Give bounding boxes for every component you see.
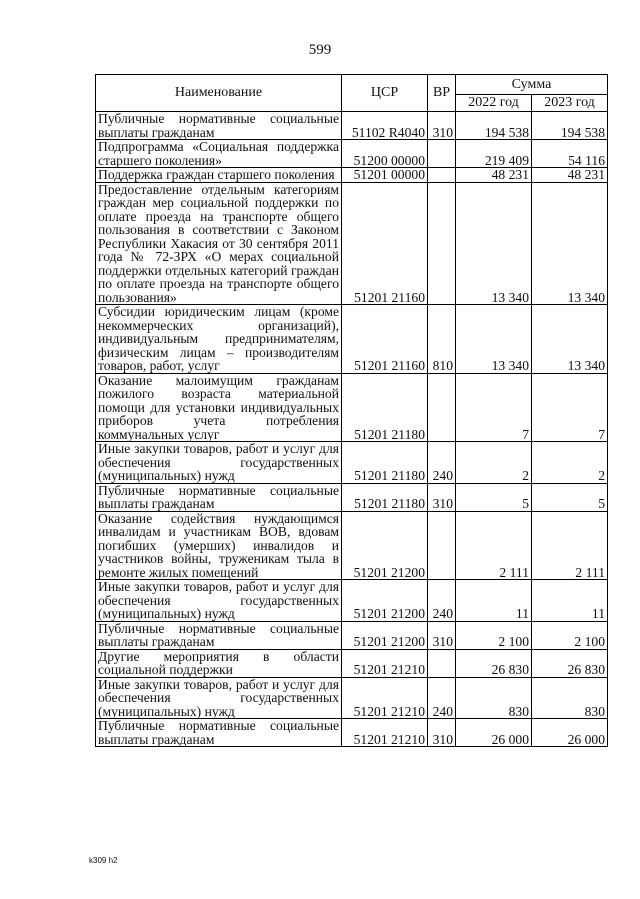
row-csr: 51201 21200	[342, 580, 428, 622]
row-csr: 51201 21200	[342, 621, 428, 649]
row-amount-2022: 5	[456, 483, 532, 511]
table-row	[96, 168, 608, 183]
row-name: Публичные нормативные социальные выплаты гражданам	[96, 112, 342, 140]
table-body	[96, 112, 608, 747]
row-amount-2022: 2 111	[456, 511, 532, 580]
table-row	[96, 621, 608, 649]
row-vr	[428, 182, 456, 305]
table-row	[96, 182, 608, 305]
header-sum: Сумма	[456, 75, 608, 95]
row-csr: 51201 21210	[342, 649, 428, 677]
row-name: Иные закупки товаров, работ и услуг для обеспечения государственных (муниципальных) нужд	[96, 442, 342, 484]
row-amount-2023: 2 100	[532, 621, 608, 649]
row-amount-2022: 219 409	[456, 140, 532, 168]
row-amount-2023: 5	[532, 483, 608, 511]
row-vr: 310	[428, 621, 456, 649]
row-csr: 51201 21160	[342, 182, 428, 305]
footer-code: k309 h2	[89, 856, 118, 865]
row-amount-2023: 13 340	[532, 305, 608, 374]
table-row	[96, 677, 608, 719]
row-amount-2022: 26 830	[456, 649, 532, 677]
row-csr: 51201 21180	[342, 442, 428, 484]
table-row	[96, 373, 608, 442]
table-row	[96, 719, 608, 747]
row-name: Подпрограмма «Социальная поддержка старшего поколения»	[96, 140, 342, 168]
row-csr: 51201 21160	[342, 305, 428, 374]
row-csr: 51201 21210	[342, 719, 428, 747]
row-csr: 51201 21180	[342, 373, 428, 442]
table-row	[96, 112, 608, 140]
row-amount-2023: 13 340	[532, 182, 608, 305]
row-amount-2023: 26 830	[532, 649, 608, 677]
row-name: Оказание малоимущим гражданам пожилого возраста материальной помощи для установки индивидуальных приборов учета потребления коммунальных услуг	[96, 373, 342, 442]
row-vr: 240	[428, 677, 456, 719]
row-vr	[428, 140, 456, 168]
row-csr: 51102 R4040	[342, 112, 428, 140]
row-amount-2023: 48 231	[532, 168, 608, 183]
row-csr: 51201 00000	[342, 168, 428, 183]
row-csr: 51200 00000	[342, 140, 428, 168]
row-vr: 310	[428, 112, 456, 140]
row-amount-2023: 2 111	[532, 511, 608, 580]
row-name: Поддержка граждан старшего поколения	[96, 168, 342, 183]
row-amount-2022: 2 100	[456, 621, 532, 649]
table-row	[96, 140, 608, 168]
row-vr	[428, 649, 456, 677]
row-amount-2022: 830	[456, 677, 532, 719]
row-vr: 810	[428, 305, 456, 374]
row-vr	[428, 511, 456, 580]
row-name: Предоставление отдельным категориям граждан мер социальной поддержки по оплате проезда на транспорте общего пользования в соответствии с Законом Республики Хакасия от 30 сентября 2011 года № 72-ЗРХ «О мерах социальной поддержки отдельных категорий граждан по оплате проезда на транспорте общего пользования»	[96, 182, 342, 305]
header-vr: ВР	[428, 75, 456, 112]
row-name: Публичные нормативные социальные выплаты гражданам	[96, 483, 342, 511]
header-csr: ЦСР	[342, 75, 428, 112]
table-row	[96, 483, 608, 511]
page-number: 599	[308, 42, 332, 58]
row-amount-2022: 7	[456, 373, 532, 442]
row-name: Оказание содействия нуждающимся инвалидам и участникам ВОВ, вдовам погибших (умерших) инвалидов и участников войны, труженикам тыла в ремонте жилых помещений	[96, 511, 342, 580]
row-name: Публичные нормативные социальные выплаты гражданам	[96, 621, 342, 649]
row-amount-2023: 26 000	[532, 719, 608, 747]
row-name: Другие мероприятия в области социальной поддержки	[96, 649, 342, 677]
table-row	[96, 580, 608, 622]
row-vr	[428, 168, 456, 183]
table-row	[96, 442, 608, 484]
row-name: Субсидии юридическим лицам (кроме некоммерческих организаций), индивидуальным предпринимателям, физическим лицам – производителям товаров, работ, услуг	[96, 305, 342, 374]
row-amount-2023: 11	[532, 580, 608, 622]
row-vr: 240	[428, 580, 456, 622]
table-row	[96, 305, 608, 374]
row-amount-2023: 194 538	[532, 112, 608, 140]
row-vr	[428, 373, 456, 442]
header-name: Наименование	[96, 75, 342, 112]
row-csr: 51201 21200	[342, 511, 428, 580]
budget-table	[95, 74, 608, 747]
row-vr: 310	[428, 719, 456, 747]
row-name: Публичные нормативные социальные выплаты гражданам	[96, 719, 342, 747]
row-amount-2022: 194 538	[456, 112, 532, 140]
row-csr: 51201 21210	[342, 677, 428, 719]
row-amount-2022: 26 000	[456, 719, 532, 747]
row-amount-2023: 54 116	[532, 140, 608, 168]
header-year-2023: 2023 год	[532, 95, 608, 112]
row-amount-2023: 830	[532, 677, 608, 719]
row-amount-2023: 7	[532, 373, 608, 442]
row-vr: 240	[428, 442, 456, 484]
row-amount-2022: 13 340	[456, 305, 532, 374]
row-csr: 51201 21180	[342, 483, 428, 511]
row-amount-2022: 48 231	[456, 168, 532, 183]
row-amount-2022: 11	[456, 580, 532, 622]
row-name: Иные закупки товаров, работ и услуг для обеспечения государственных (муниципальных) нужд	[96, 580, 342, 622]
row-vr: 310	[428, 483, 456, 511]
header-year-2022: 2022 год	[456, 95, 532, 112]
table-row	[96, 649, 608, 677]
row-name: Иные закупки товаров, работ и услуг для обеспечения государственных (муниципальных) нужд	[96, 677, 342, 719]
row-amount-2022: 13 340	[456, 182, 532, 305]
table-row	[96, 511, 608, 580]
row-amount-2023: 2	[532, 442, 608, 484]
row-amount-2022: 2	[456, 442, 532, 484]
